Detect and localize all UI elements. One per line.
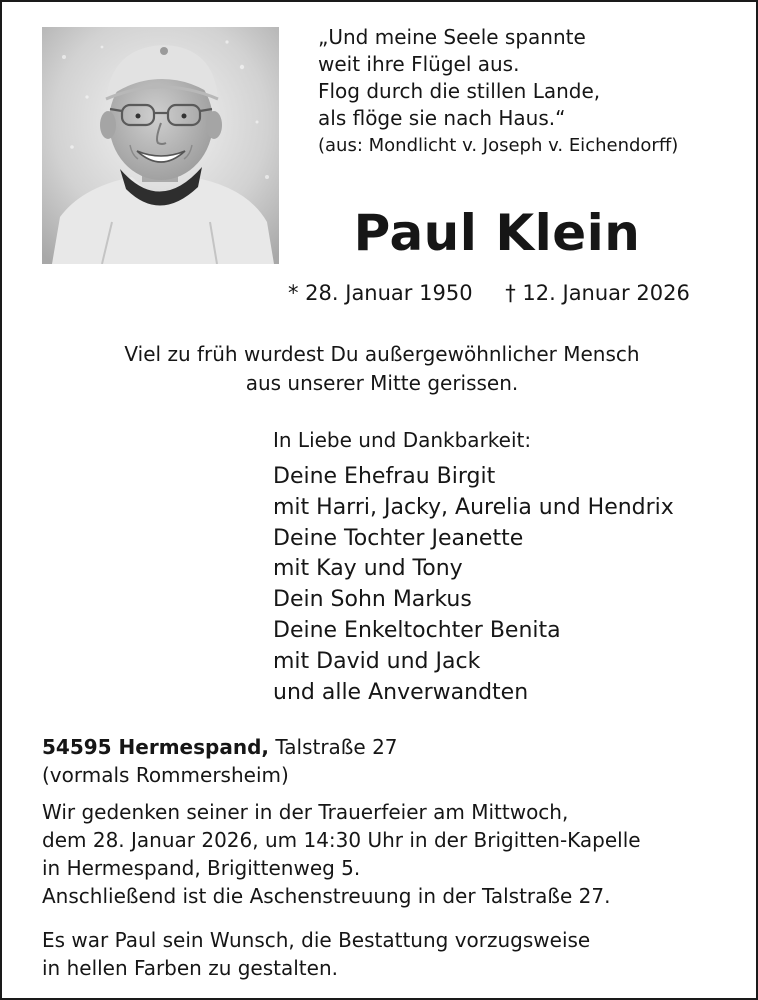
tribute-text [32, 340, 732, 398]
service-line: in Hermespand, Brigittenweg 5. [42, 856, 361, 880]
funeral-wish [42, 926, 590, 982]
birth-date: * 28. Januar 1950 [288, 281, 473, 305]
family-list [273, 462, 674, 708]
quote-line: als flöge sie nach Haus.“ [318, 106, 566, 130]
family-member: Deine Tochter Jeanette [273, 525, 524, 551]
family-member: Dein Sohn Markus [273, 587, 472, 613]
address-line [42, 733, 398, 761]
portrait-photo [42, 27, 279, 264]
family-address [42, 733, 398, 789]
wish-line: in hellen Farben zu gestalten. [42, 956, 338, 980]
memorial-service-info [42, 798, 641, 910]
family-member: Deine Ehefrau Birgit [273, 464, 496, 489]
gratitude-heading: In Liebe und Dankbarkeit: [273, 428, 532, 452]
family-member: mit David und Jack [273, 648, 481, 674]
service-line: dem 28. Januar 2026, um 14:30 Uhr in der Brigitten-Kapelle [42, 828, 641, 852]
death-date: † 12. Januar 2026 [505, 281, 690, 305]
address-city: 54595 Hermespand, [42, 735, 269, 759]
service-line: Wir gedenken seiner in der Trauerfeier am Mittwoch, [42, 800, 569, 824]
family-member: Deine Enkeltochter Benita [273, 617, 561, 643]
poem-quote [318, 24, 738, 159]
wish-line: Es war Paul sein Wunsch, die Bestattung vorzugsweise [42, 928, 591, 952]
quote-line: „Und meine Seele spannte [318, 25, 586, 49]
quote-line: Flog durch die stillen Lande, [318, 79, 601, 103]
family-member: und alle Anverwandten [273, 679, 529, 705]
tribute-line: aus unserer Mitte gerissen. [245, 371, 519, 395]
address-street: Talstraße 27 [275, 735, 398, 759]
quote-line: weit ihre Flügel aus. [318, 52, 520, 76]
tribute-line: Viel zu früh wurdest Du außergewöhnlicher Mensch [124, 342, 640, 366]
address-former: (vormals Rommersheim) [42, 763, 289, 787]
family-member: mit Harri, Jacky, Aurelia und Hendrix [273, 494, 674, 520]
service-line: Anschließend ist die Aschenstreuung in der Talstraße 27. [42, 884, 611, 908]
life-dates [288, 278, 690, 308]
family-member: mit Kay und Tony [273, 556, 463, 582]
deceased-name: Paul Klein [353, 204, 641, 262]
quote-source: (aus: Mondlicht v. Joseph v. Eichendorff) [318, 135, 679, 156]
portrait-illustration [42, 27, 279, 264]
